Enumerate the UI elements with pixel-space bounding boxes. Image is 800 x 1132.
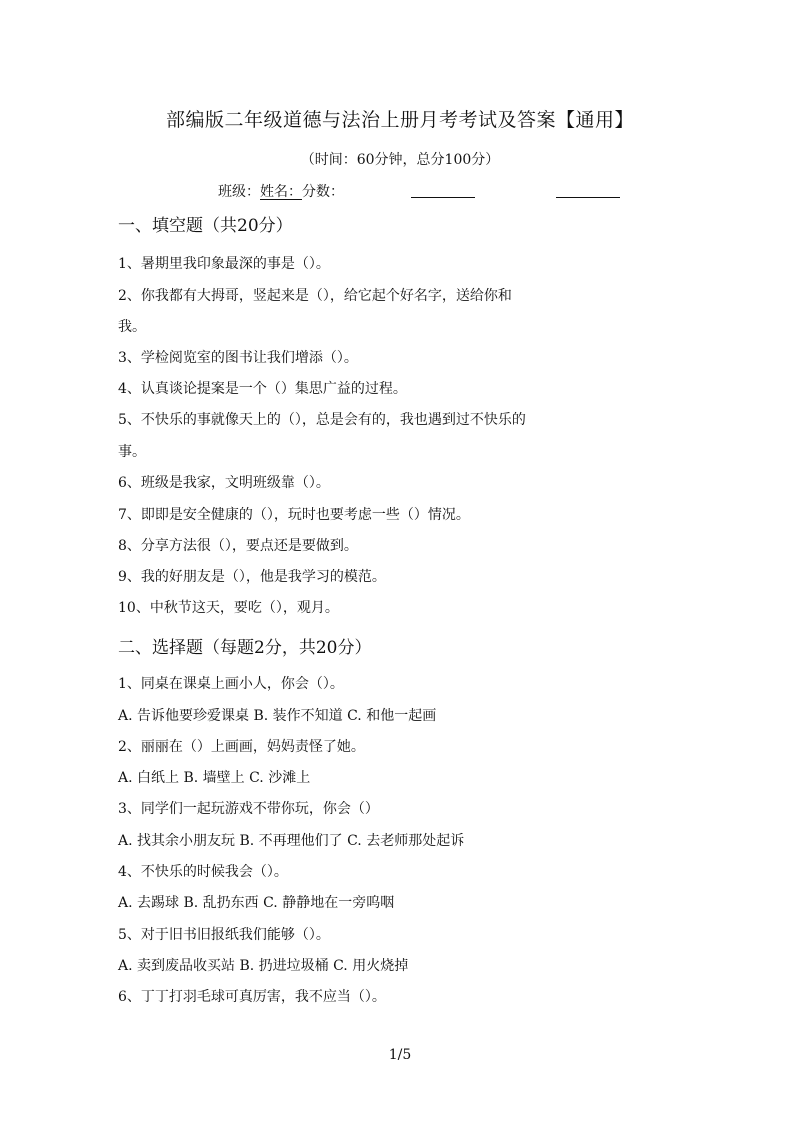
question-line: 事。	[118, 444, 146, 460]
question-line: 5、对于旧书旧报纸我们能够（）。	[118, 927, 330, 943]
question-line: 4、不快乐的时候我会（）。	[118, 864, 288, 880]
question-line: 8、分享方法很（），要点还是要做到。	[118, 538, 358, 554]
score-label: 分数：	[302, 184, 344, 200]
question-line: 1、同桌在课桌上画小人，你会（）。	[118, 676, 344, 692]
section-heading-fill-in: 一、填空题（共20分）	[118, 216, 293, 236]
question-line: 我。	[118, 319, 146, 335]
answer-options: A. 白纸上 B. 墙壁上 C. 沙滩上	[118, 770, 311, 786]
answer-options: A. 告诉他要珍爱课桌 B. 装作不知道 C. 和他一起画	[118, 708, 437, 724]
student-info-row	[218, 181, 344, 201]
question-line: 6、丁丁打羽毛球可真厉害，我不应当（）。	[118, 989, 386, 1005]
question-line: 5、不快乐的事就像天上的（），总是会有的，我也遇到过不快乐的	[118, 412, 526, 428]
question-line: 4、认真谈论提案是一个（）集思广益的过程。	[118, 381, 407, 397]
answer-options: A. 找其余小朋友玩 B. 不再理他们了 C. 去老师那处起诉	[118, 833, 465, 849]
question-line: 3、学检阅览室的图书让我们增添（）。	[118, 350, 358, 366]
answer-options: A. 卖到废品收买站 B. 扔进垃圾桶 C. 用火烧掉	[118, 958, 409, 974]
name-label: 姓名：	[260, 184, 302, 200]
page-number: 1/5	[388, 1047, 412, 1063]
score-blank-line	[556, 197, 620, 198]
class-label: 班级：	[218, 184, 260, 200]
document-title: 部编版二年级道德与法治上册月考考试及答案【通用】	[165, 109, 634, 131]
question-line: 1、暑期里我印象最深的事是（）。	[118, 256, 330, 272]
question-line: 3、同学们一起玩游戏不带你玩，你会（）	[118, 801, 379, 817]
question-line: 2、丽丽在（）上画画，妈妈责怪了她。	[118, 739, 365, 755]
question-line: 7、即即是安全健康的（），玩时也要考虑一些（）情况。	[118, 507, 470, 523]
question-line: 9、我的好朋友是（），他是我学习的模范。	[118, 569, 386, 585]
answer-options: A. 去踢球 B. 乱扔东西 C. 静静地在一旁呜咽	[118, 895, 395, 911]
question-line: 10、中秋节这天，要吃（），观月。	[118, 600, 339, 616]
question-line: 2、你我都有大拇哥，竖起来是（），给它起个好名字，送给你和	[118, 288, 512, 304]
name-blank-line	[411, 197, 475, 198]
question-line: 6、班级是我家，文明班级靠（）。	[118, 475, 330, 491]
section-heading-multiple-choice: 二、选择题（每题2分，共20分）	[118, 638, 372, 658]
exam-time-info: （时间：60分钟，总分100分）	[300, 152, 500, 168]
